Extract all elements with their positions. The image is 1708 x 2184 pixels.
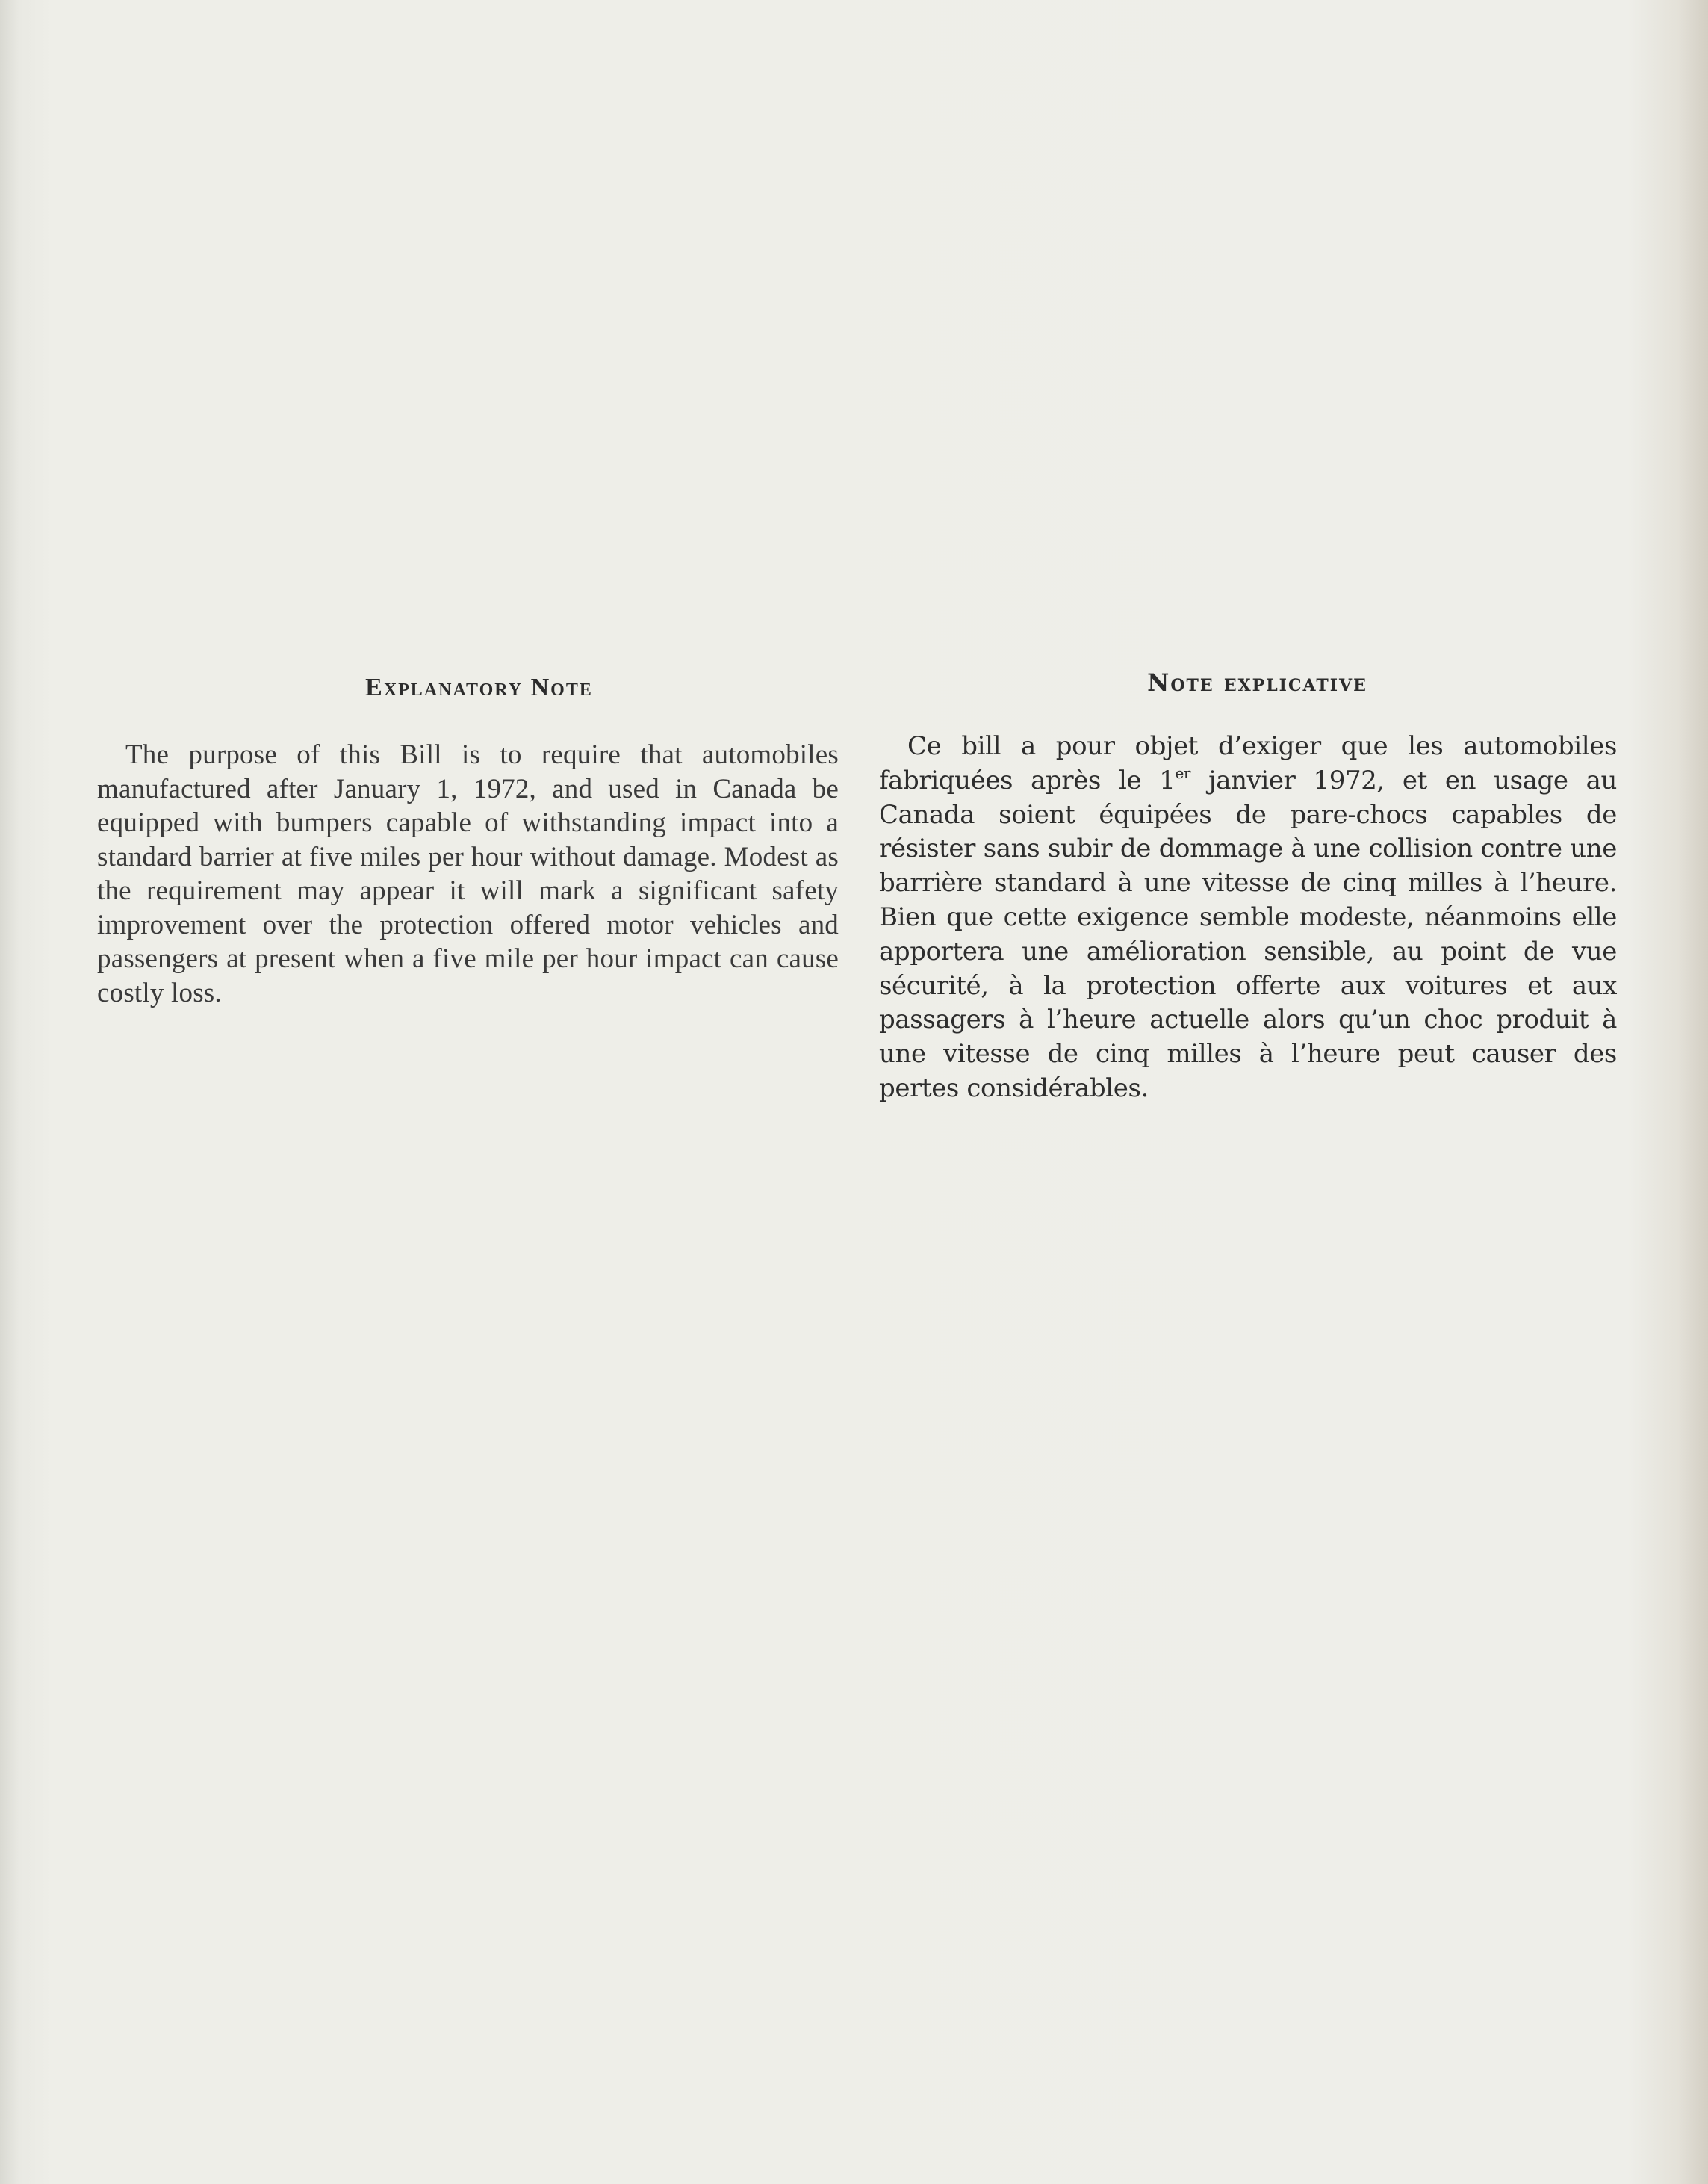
english-heading: Explanatory Note — [365, 674, 593, 701]
french-heading: Note explicative — [1147, 668, 1367, 697]
french-paragraph-end: janvier 1972, et en usage au Canada soient équipées de pare-chocs capables de résister sans subir de dommage à une collision contre une barrière standard à une vitesse de cinq milles à l’heure. Bien que cette exigence semble modeste, néanmoins elle apportera une amélioration sensible, au point de vue sécurité, à la protection offerte aux voitures et aux passagers à l’heure actuelle alors qu’un choc produit à une vitesse de cinq milles à l’heure peut causer des pertes considérables. — [879, 765, 1617, 1103]
french-paragraph — [879, 730, 1617, 1106]
french-column — [879, 668, 1617, 1106]
english-paragraph: The purpose of this Bill is to require that automobiles manufactured after January 1, 1972, and used in Canada be equipped with bumpers capable of withstanding impact into a standard barrier at five miles per hour without damage. Modest as the requirement may appear it will mark a significant safety improvement over the protection offered motor vehicles and passengers at present when a five mile per hour impact can cause costly loss. — [97, 739, 839, 1008]
ordinal-suffix: er — [1175, 763, 1191, 782]
page-edge-shadow — [1678, 0, 1708, 2184]
english-column — [97, 668, 839, 1010]
french-paragraph-start: Ce bill a pour objet d’exiger que les automobiles fabriquées après le 1 — [879, 731, 1617, 795]
